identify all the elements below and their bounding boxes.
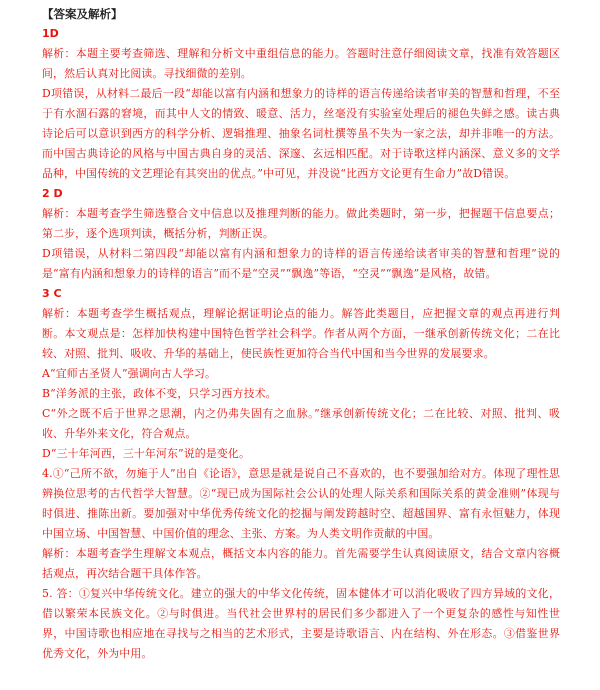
- answer-3-number: 3 C: [42, 287, 62, 300]
- answer-3-analysis: 解析：本题考查学生概括观点，理解论据证明论点的能力。解答此类题目，应把握文章的观点再进行判断。本文观点是：怎样加快构建中国特色哲学社会科学。作者从两个方面，一继承创新传统文化；二在比较、对照、批判、吸收、升华的基础上，使民族性更加符合当代中国和当今世界的发展要求。: [42, 307, 560, 360]
- answer-1-number: 1D: [42, 27, 59, 40]
- answer-2-number: 2 D: [42, 187, 63, 200]
- answer-1-analysis: 解析：本题主要考查筛选、理解和分析文中重组信息的能力。答题时注意仔细阅读文章，找准有效答题区间，然后认真对比阅读。寻找细微的差别。: [42, 47, 560, 80]
- answer-3-option-d: D“三十年河西，三十年河东”说的是变化。: [42, 447, 251, 460]
- answer-1-option-d: D项错误，从材料二最后一段“却能以富有内涵和想象力的诗样的语言传递给读者审美的智慧和哲理，不至于有水涸石露的窘境，而其中人文的情致、暖意、活力，丝毫没有实验室处理后的褪色失鲜之感。读古典诗论后可以意识到西方的科学分析、逻辑推理、抽象名词杜撰等虽不失为一家之法，却并非唯一的方法。而中国古典诗论的风格与中国古典自身的灵活、深邃、玄远相匹配。对于诗歌这样内涵深、意义多的文学品种，中国传统的文艺理论有其突出的优点。”中可见，并没说“比西方文论更有生命力”故D错误。: [42, 87, 560, 180]
- answer-4: 4.①“己所不欲，勿施于人”出自《论语》，意思是就是说自己不喜欢的，也不要强加给对方。体现了理性思辨换位思考的古代哲学大智慧。②“现已成为国际社会公认的处理人际关系和国际关系的黄金准则”体现与时俱进、推陈出新。要加强对中华优秀传统文化的挖掘与阐发跨越时空、超越国界、富有永恒魅力，体现中国立场、中国智慧、中国价值的理念、主张、方案。为人类文明作贡献的中国。: [42, 467, 560, 540]
- answer-header: 【答案及解析】: [42, 7, 123, 21]
- answer-3-option-c: C“外之既不后于世界之思潮，内之仍弗失固有之血脉。”继承创新传统文化；二在比较、对照、批判、吸收、升华外来文化，符合观点。: [42, 407, 560, 440]
- answer-3-option-b: B“洋务派的主张，政体不变，只学习西方技术。: [42, 387, 277, 400]
- answer-2-option-d: D项错误，从材料二第四段“却能以富有内涵和想象力的诗样的语言传递给读者审美的智慧和哲理”说的是“富有内涵和想象力的诗样的语言”而不是“空灵”“飘逸”等语，“空灵”“飘逸”是风格，故错。: [42, 247, 560, 280]
- answer-document: [42, 6, 560, 664]
- answer-2-analysis: 解析：本题考查学生筛选整合文中信息以及推理判断的能力。做此类题时，第一步，把握题干信息要点；第二步，逐个选项判读，概括分析，判断正误。: [42, 207, 560, 240]
- answer-body: [42, 24, 560, 664]
- answer-3-option-a: A“宜师古圣贤人”强调向古人学习。: [42, 367, 217, 380]
- answer-5: 5. 答：①复兴中华传统文化。建立的强大的中华文化传统，固本健体才可以消化吸收了四方异域的文化，借以繁荣本民族文化。②与时俱进。当代社会世界村的居民们多少都进入了一个更复杂的感性与知性世界，中国诗歌也相应地在寻找与之相当的艺术形式，主要是诗歌语言、内在结构、外在形态。③借鉴世界优秀文化，外为中用。: [42, 587, 560, 660]
- answer-4-analysis: 解析：本题考查学生理解文本观点，概括文本内容的能力。首先需要学生认真阅读原文，结合文章内容概括观点，再次结合题干具体作答。: [42, 547, 560, 580]
